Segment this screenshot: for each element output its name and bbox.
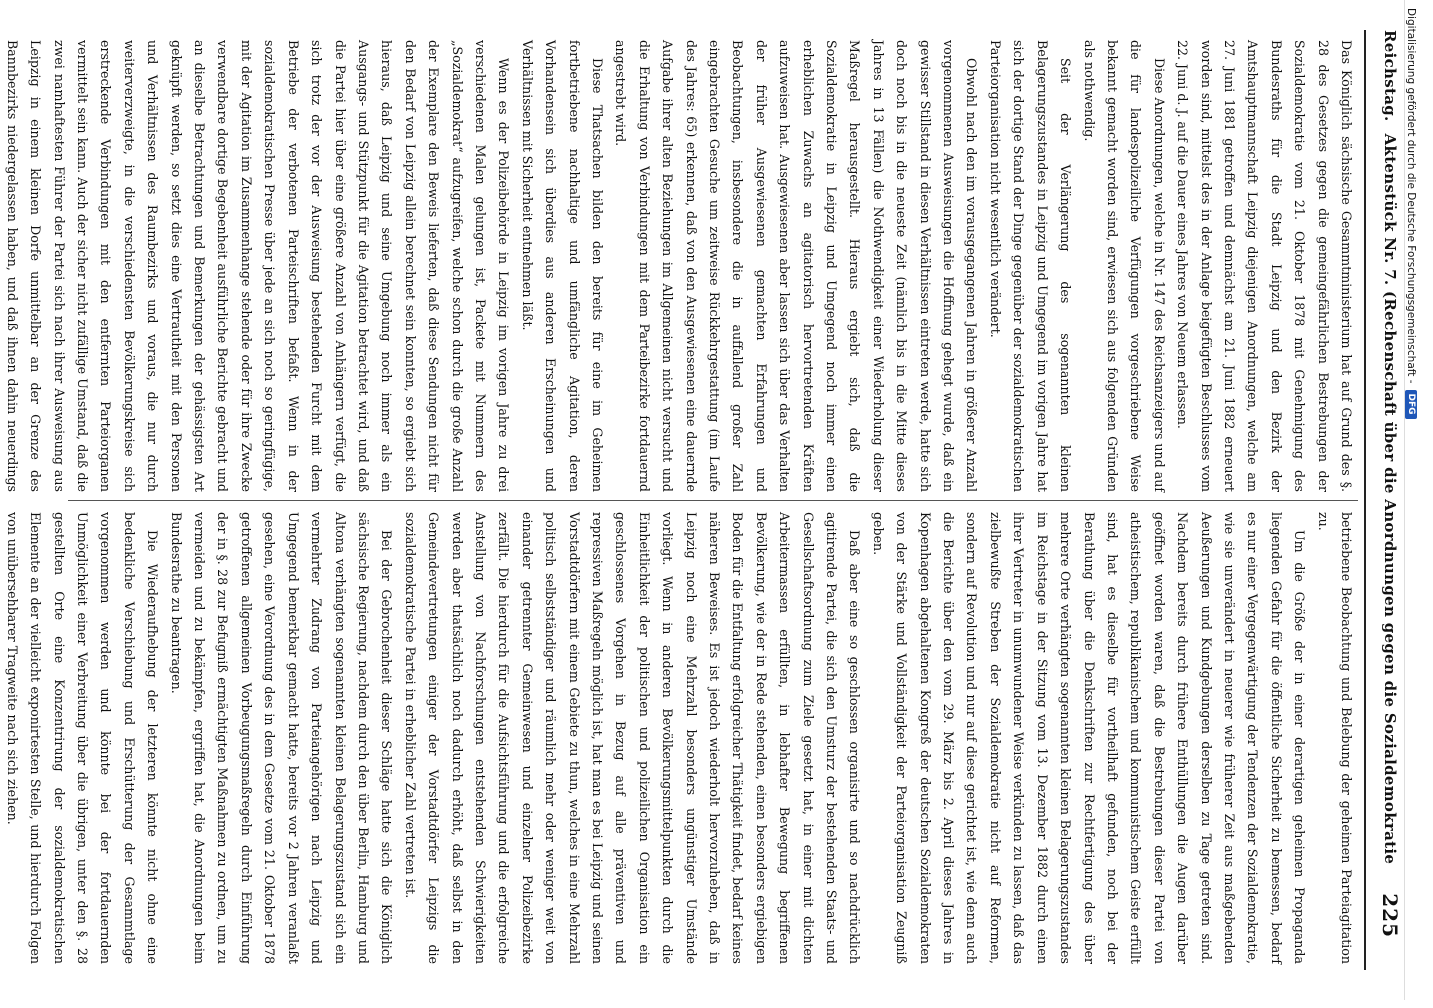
dfg-sidebar xyxy=(1404,0,1433,1000)
paragraph: Das Königlich sächsische Gesammtministerium hat auf Grund des §. 28 des Gesetzes gegen die gemeingefährlichen Bestrebungen der Sozialdemokratie vom 21. Oktober 1878 mit Genehmigung des Bundesraths für die Stadt Leipzig und den Bezirk der Amtshauptmannschaft Leipzig diejenigen Anordnungen, welche am 27. Juni 1881 getroffen und demnächst am 21. Juni 1882 erneuert worden sind, mittelst des in der Anlage beigefügten Beschlusses vom 22. Juni d. J. auf die Dauer eines Jahres von Neuem erlassen. xyxy=(1171,40,1358,492)
paragraph: Um die Größe der in einer derartigen geheimen Propaganda liegenden Gefahr für die öffentliche Sicherheit zu bemessen, bedarf es nur einer Vergegenwärtigung der Tendenzen der Sozialdemokratie, wie sie unverändert in neuerer wie früherer Zeit aus maßgebenden Aeußerungen und Kundgebungen derselben zu Tage getreten sind. Nachdem bereits durch frühere Enthüllungen die Augen darüber geöffnet worden waren, daß die Bestrebungen dieser Partei von atheistischem, republikanischem und kommunistischem Geiste erfüllt sind, hat es dieselbe für vortheilhaft gefunden, noch bei der Berathung über die Denkschriften zur Rechtfertigung des über mehrere Orte verhängten sogenannten kleinen Belagerungszustandes im Reichstage in der Sitzung vom 13. Dezember 1882 durch einen ihrer Vertreter in unumwundener Weise verkünden zu lassen, daß das zielbewußte Streben der Sozialdemokratie nicht auf Reformen, sondern auf Revolution und nur auf diese gerichtet ist, wie denn auch die Berichte über den vom 29. März bis 2. April dieses Jahres in Kopenhagen abgehaltenen Kongreß der deutschen Sozialdemokraten von der Stärke und Vollständigkeit der Parteiorganisation Zeugniß geben. xyxy=(866,512,1311,964)
paragraph: Daß aber eine so geschlossen organisirte und so nachdrücklich agitirende Partei, die sich den Umsturz der bestehenden Staats- und Gesellschaftsordnung zum Ziele gesetzt hat, in einer mit dichten Arbeitermassen erfüllten, in lebhafter Bewegung begriffenen Bevölkerung, wie der in Rede stehenden, einen besonders ergiebigen Boden für die Entfaltung erfolgreicher Thätigkeit findet, bedarf keines näheren Beweises. Es ist jedoch wiederholt hervorzuheben, daß in Leipzig noch eine Mehrzahl besonders ungünstiger Umstände vorliegt. Wenn in anderen Bevölkerungsmittelpunkten durch die Einheitlichkeit der politischen und polizeilichen Organisation ein geschlossenes Vorgehen in Bezug auf alle präventiven und repressiven Maßregeln möglich ist, hat man es bei Leipzig und seinen Vorstadtdörfern mit einem Gebiete zu thun, welches in eine Mehrzahl politisch selbstständiger und räumlich mehr oder weniger weit von einander getrennter Gemeinwesen und einzelner Polizeibezirke zerfällt. Die hierdurch für die Aufsichtsführung und die erfolgreiche Anstellung von Nachforschungen entstehenden Schwierigkeiten werden aber thatsächlich noch dadurch erhöht, daß selbst in den Gemeindevertretungen einiger der Vorstadtdörfer Leipzigs die sozialdemokratische Partei in erheblicher Zahl vertreten ist. xyxy=(398,512,866,964)
paragraph: Die Wiederaufhebung der letzteren könnte nicht ohne eine bedenkliche Verschiebung und Erschütterung der Gesammtlage vorgenommen werden und könnte bei der fortdauernden Unmöglichkeit einer Verbreitung über die übrigen, unter den §. 28 gestellten Orte eine Konzentrirung der sozialdemokratischen Elemente an der vielleicht exponirtesten Stelle, und hierdurch Folgen von unübersehbarer Tragweite nach sich ziehen. xyxy=(0,512,164,964)
left-column xyxy=(68,40,1358,492)
dfg-credit xyxy=(1397,0,1425,1008)
right-column xyxy=(68,512,1358,964)
dfg-logo: DFG xyxy=(1405,390,1417,419)
paragraph: Diese Anordnungen, welche in Nr. 147 des Reichsanzeigers und auf die für landespolizeiliche Verfügungen vorgeschriebene Weise bekannt gemacht worden sind, erwiesen sich aus folgenden Gründen als nothwendig. xyxy=(1077,40,1171,492)
page-number: 225 xyxy=(1378,893,1402,1000)
column-divider xyxy=(68,500,1358,501)
paragraph: Seit der Verlängerung des sogenannten kleinen Belagerungszustandes in Leipzig und Umgegend im vorigen Jahre hat sich der dortige Stand der Dinge gegenüber der sozialdemokratischen Parteiorganisation nicht wesentlich verändert. xyxy=(984,40,1078,492)
paragraph: Wenn es der Polizeibehörde in Leipzig im vorigen Jahre zu drei verschiedenen Malen gelungen ist, Packete mit Nummern des „Sozialdemokrat“ aufzugreifen, welche schon durch die große Anzahl der Exemplare den Beweis lieferten, daß diese Sendungen nicht für den Bedarf von Leipzig allein berechnet sein konnten, so ergiebt sich hieraus, daß Leipzig und seine Umgebung noch immer als ein Ausgangs- und Stützpunkt für die Agitation betrachtet wird, und daß die Partei hier über eine größere Anzahl von Anhängern verfügt, die sich trotz der vor der Ausweisung bestehenden Furcht mit dem Betriebe der verbotenen Parteischriften befaßt. Wenn in der sozialdemokratischen Presse über jede an sich noch so geringfügige, mit der Agitation im Zusammenhange stehende oder für ihre Zwecke verwendbare dortige Begebenheit ausführliche Berichte gebracht und an dieselbe Betrachtungen und Bemerkungen der gehässigsten Art geknüpft werden, so setzt dies eine Vertrautheit mit den Personen und Verhältnissen des Raumbezirks und voraus, die nur durch weiterverzweigte, in die verschiedensten Bevölkerungskreise sich erstreckende Verbindungen mit den entfernten Parteiorganen vermittelt sein kann. Auch der sicher nicht zufällige Umstand, daß die zwei namhaftesten Führer der Partei sich nach ihrer Ausweisung aus Leipzig in einem kleinen Dorfe unmittelbar an der Grenze des Bannbezirks niedergelassen haben, und daß ihnen dahin neuerdings xyxy=(0,40,515,492)
paragraph: Obwohl nach den im vorausgegangenen Jahren in größerer Anzahl vorgenommenen Ausweisungen die Hoffnung gehegt wurde, daß ein gewisser Stillstand in diesen Verhältnissen eintreten werde, hatte sich doch noch bis in die neueste Zeit (nämlich bis in die Mitte dieses Jahres in 13 Fällen) die Nothwendigkeit einer Wiederholung dieser Maßregel herausgestellt. Hieraus ergiebt sich, daß die Sozialdemokratie in Leipzig und Umgegend noch immer einen erheblichen Zuwachs an agitatorisch hervortretenden Kräften aufzuweisen hat. Ausgewiesenen aber lassen sich über das Verhalten der früher Ausgewiesenen gemachten Erfahrungen und Beobachtungen, insbesondere die in auffallend großer Zahl eingebrachten Gesuche um zeitweise Rückkehrgestattung (im Laufe des Jahres: 65) erkennen, daß von den Ausgewiesenen eine dauernde Aufgabe ihrer alten Beziehungen im Allgemeinen nicht versucht und die Erhaltung von Verbindungen mit dem Parteibezirke fortdauernd angestrebt wird. xyxy=(609,40,984,492)
paragraph: betriebene Beobachtung und Belebung der geheimen Parteiagitation zu. xyxy=(1311,512,1358,964)
paragraph: Diese Thatsachen bilden den bereits für eine im Geheimen fortbetriebene nachhaltige und umfängliche Agitation, deren Vorhandensein sich überdies aus anderen Erscheinungen und Verhältnissen mit Sicherheit entnehmen läßt. xyxy=(515,40,609,492)
header-title: Aktenstück Nr. 7. (Rechenschaft über die Anordnungen gegen die Sozialdemokratie xyxy=(1381,122,1399,894)
paragraph: Bei der Gebrochenheit dieser Schläge hatte sich die Königlich sächsische Regierung, nachdem durch den über Berlin, Hamburg und Altona verhängten sogenannten kleinen Belagerungszustand sich ein vermehrter Zudrang von Parteiangehörigen nach Leipzig und Umgegend bemerkbar gemacht hatte, bereits vor 2 Jahren veranlaßt gesehen, eine Verordnung des in dem Gesetze vom 21. Oktober 1878 getroffenen allgemeinen Vorbeugungsmaßregeln durch Einführung der in §. 28 zur Befugniß ermächtigten Maßnahmen zu ordnen, um zu vermeiden und zu bekämpfen, ergriffen hat, die Anordnungen beim Bundesrathe zu beantragen. xyxy=(164,512,398,964)
header-rule xyxy=(1364,30,1366,970)
dfg-credit-text: Digitalisierung gefördert durch die Deutsche Forschungsgemeinschaft - xyxy=(1405,8,1417,384)
header-left: Reichstag. xyxy=(1381,0,1399,122)
